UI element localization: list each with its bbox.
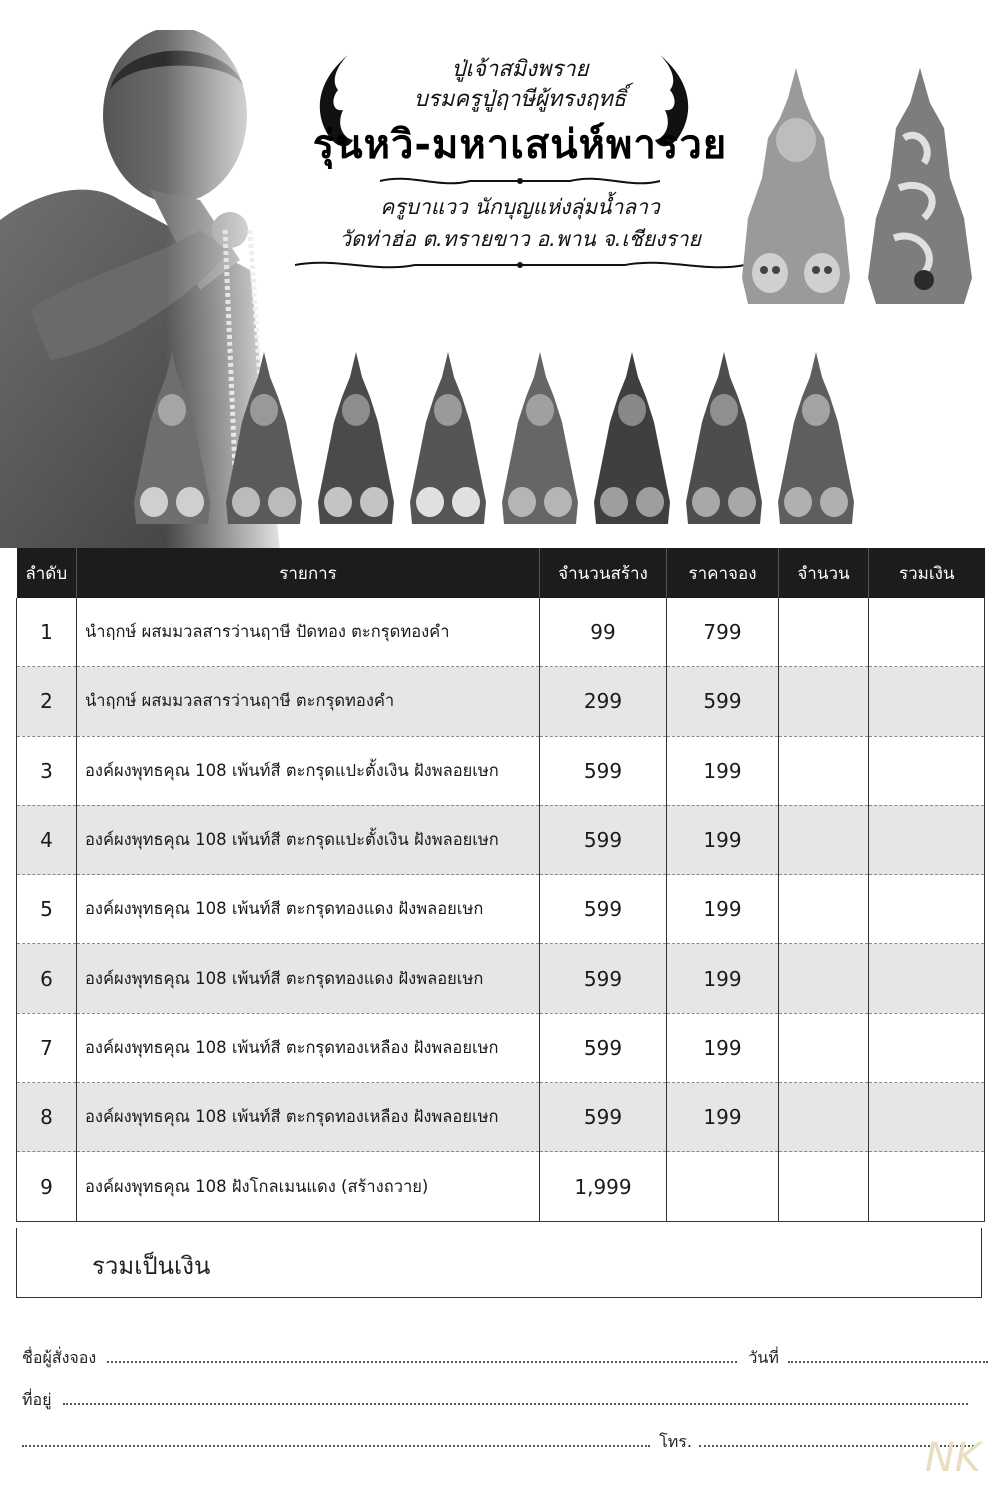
row-price: 199	[667, 875, 779, 944]
table-header-row	[17, 548, 985, 598]
amulet-6-image	[590, 352, 674, 524]
table-row	[17, 667, 985, 736]
row-no: 1	[17, 598, 77, 667]
row-item: องค์ผงพุทธคุณ 108 เพ้นท์สี ตะกรุดทองแดง ฝังพลอยเษก	[77, 944, 540, 1013]
date-field[interactable]	[788, 1347, 988, 1363]
name-date-line	[22, 1346, 988, 1371]
row-item: องค์ผงพุทธคุณ 108 เพ้นท์สี ตะกรุดทองเหลือง ฝังพลอยเษก	[77, 1013, 540, 1082]
grand-total-label: รวมเป็นเงิน	[92, 1252, 211, 1280]
row-qty-cell[interactable]	[779, 736, 869, 805]
row-qty-cell[interactable]	[779, 805, 869, 874]
row-no: 3	[17, 736, 77, 805]
row-item: องค์ผงพุทธคุณ 108 ฝังโกลเมนแดง (สร้างถวาย)	[77, 1152, 540, 1221]
amulet-4-image	[406, 352, 490, 524]
row-no: 5	[17, 875, 77, 944]
amulet-5-image	[498, 352, 582, 524]
header-banner	[0, 0, 999, 548]
row-qty-cell[interactable]	[779, 598, 869, 667]
row-qty-cell[interactable]	[779, 1083, 869, 1152]
row-built: 599	[540, 805, 667, 874]
row-no: 4	[17, 805, 77, 874]
row-price: 799	[667, 598, 779, 667]
row-built: 99	[540, 598, 667, 667]
row-total-cell[interactable]	[869, 1152, 985, 1221]
row-price: 199	[667, 944, 779, 1013]
phone-label: โทร.	[659, 1432, 692, 1451]
address-field-2[interactable]	[22, 1431, 650, 1447]
address-line	[22, 1388, 968, 1413]
grand-total-box[interactable]	[16, 1228, 982, 1298]
table-row	[17, 1083, 985, 1152]
amulet-7-image	[682, 352, 766, 524]
page-title: รุ่นหวิ-มหาเสน่ห์พารวย	[312, 122, 728, 168]
row-total-cell[interactable]	[869, 1083, 985, 1152]
row-item: องค์ผงพุทธคุณ 108 เพ้นท์สี ตะกรุดแปะตั้งเงิน ฝังพลอยเษก	[77, 805, 540, 874]
row-total-cell[interactable]	[869, 944, 985, 1013]
flourish-divider-bottom-icon	[285, 257, 755, 273]
table-row	[17, 598, 985, 667]
row-qty-cell[interactable]	[779, 944, 869, 1013]
amulet-2-image	[222, 352, 306, 524]
row-built: 1,999	[540, 1152, 667, 1221]
row-total-cell[interactable]	[869, 875, 985, 944]
col-header-price: ราคาจอง	[667, 548, 779, 598]
col-header-no: ลำดับ	[17, 548, 77, 598]
row-qty-cell[interactable]	[779, 875, 869, 944]
row-built: 599	[540, 736, 667, 805]
row-item: องค์ผงพุทธคุณ 108 เพ้นท์สี ตะกรุดทองแดง ฝังพลอยเษก	[77, 875, 540, 944]
row-item: องค์ผงพุทธคุณ 108 เพ้นท์สี ตะกรุดทองเหลือง ฝังพลอยเษก	[77, 1083, 540, 1152]
amulet-row	[130, 352, 870, 524]
row-no: 6	[17, 944, 77, 1013]
amulet-front-image	[740, 68, 852, 304]
name-label: ชื่อผู้สั่งจอง	[22, 1348, 97, 1367]
col-header-item: รายการ	[77, 548, 540, 598]
name-field[interactable]	[107, 1347, 737, 1363]
table-row	[17, 1152, 985, 1221]
row-built: 299	[540, 667, 667, 736]
title-block	[300, 55, 740, 275]
row-qty-cell[interactable]	[779, 1013, 869, 1082]
col-header-qty: จำนวน	[779, 548, 869, 598]
subtitle-line-2: บรมครูปู่ฤาษีผู้ทรงฤทธิ์	[413, 87, 627, 112]
amulet-back-image	[864, 68, 976, 304]
row-qty-cell[interactable]	[779, 1152, 869, 1221]
subtitle-line-1: ปู่เจ้าสมิงพราย	[451, 57, 589, 82]
table-row	[17, 875, 985, 944]
address-label: ที่อยู่	[22, 1390, 52, 1409]
flourish-divider-icon	[370, 173, 670, 189]
col-header-total: รวมเงิน	[869, 548, 985, 598]
row-total-cell[interactable]	[869, 1013, 985, 1082]
row-total-cell[interactable]	[869, 598, 985, 667]
row-price: 599	[667, 667, 779, 736]
row-item: นำฤกษ์ ผสมมวลสารว่านฤาษี ตะกรุดทองคำ	[77, 667, 540, 736]
row-price	[667, 1152, 779, 1221]
address-field[interactable]	[63, 1389, 968, 1405]
row-price: 199	[667, 805, 779, 874]
watermark: NK	[924, 1435, 981, 1481]
row-price: 199	[667, 1013, 779, 1082]
amulet-8-image	[774, 352, 858, 524]
order-table	[16, 548, 985, 1222]
row-qty-cell[interactable]	[779, 667, 869, 736]
amulet-3-image	[314, 352, 398, 524]
table-row	[17, 805, 985, 874]
row-item: องค์ผงพุทธคุณ 108 เพ้นท์สี ตะกรุดแปะตั้งเงิน ฝังพลอยเษก	[77, 736, 540, 805]
address-phone-line	[22, 1430, 974, 1455]
temple-address-line: วัดท่าฮ่อ ต.ทรายขาว อ.พาน จ.เชียงราย	[339, 227, 701, 251]
date-label: วันที่	[748, 1348, 779, 1367]
row-built: 599	[540, 875, 667, 944]
row-no: 7	[17, 1013, 77, 1082]
row-built: 599	[540, 1013, 667, 1082]
row-total-cell[interactable]	[869, 667, 985, 736]
table-row	[17, 1013, 985, 1082]
row-item: นำฤกษ์ ผสมมวลสารว่านฤาษี ปัดทอง ตะกรุดทองคำ	[77, 598, 540, 667]
row-price: 199	[667, 736, 779, 805]
col-header-built: จำนวนสร้าง	[540, 548, 667, 598]
row-no: 8	[17, 1083, 77, 1152]
row-built: 599	[540, 1083, 667, 1152]
row-built: 599	[540, 944, 667, 1013]
row-no: 2	[17, 667, 77, 736]
temple-master-line: ครูบาแวว นักบุญแห่งลุ่มน้ำลาว	[380, 195, 660, 219]
row-total-cell[interactable]	[869, 736, 985, 805]
row-total-cell[interactable]	[869, 805, 985, 874]
amulet-1-image	[130, 352, 214, 524]
row-no: 9	[17, 1152, 77, 1221]
table-row	[17, 736, 985, 805]
table-row	[17, 944, 985, 1013]
row-price: 199	[667, 1083, 779, 1152]
